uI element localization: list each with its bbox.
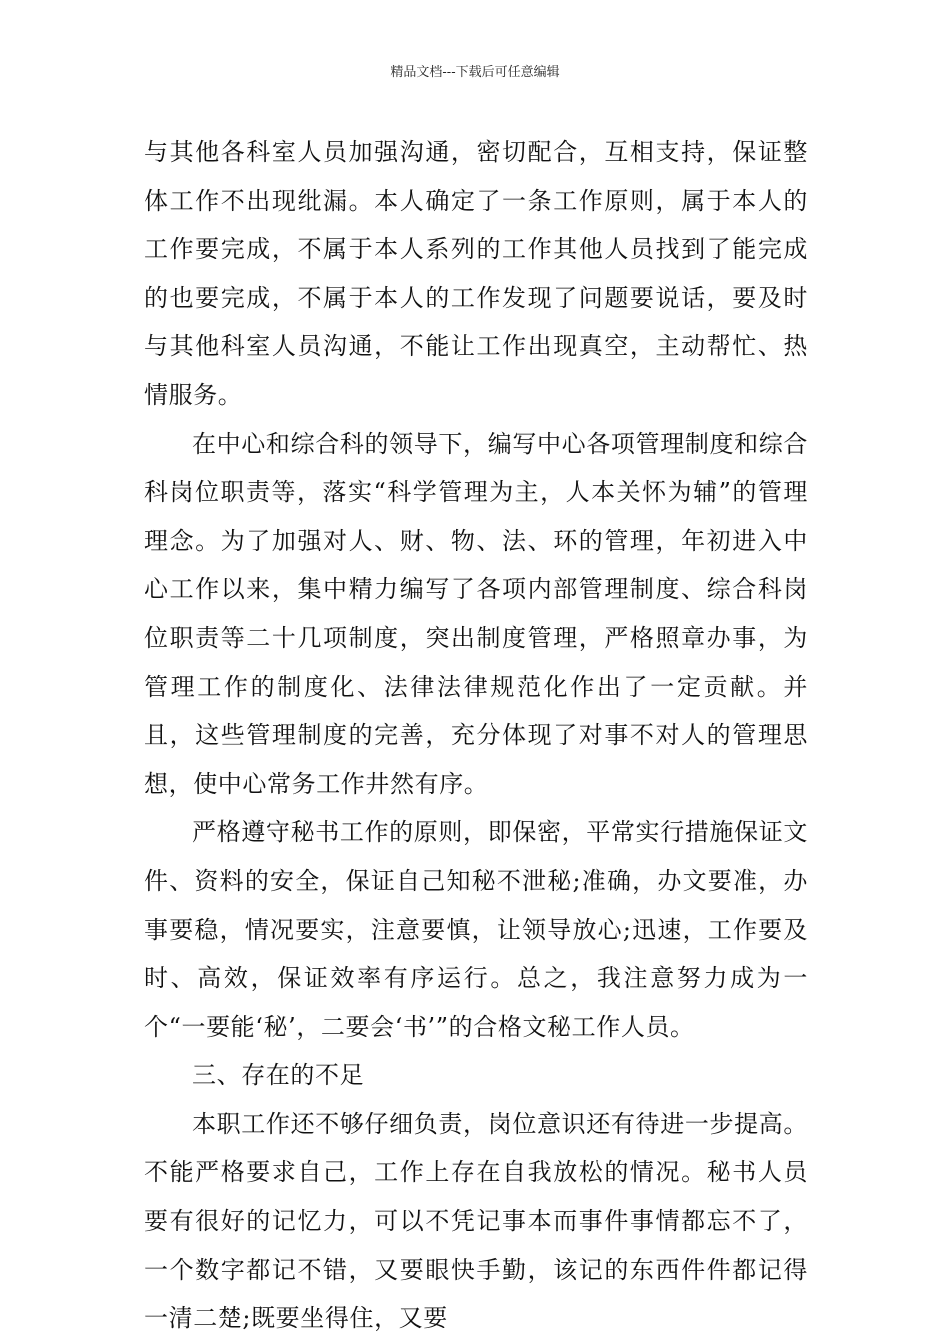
paragraph-shortcomings: 本职工作还不够仔细负责，岗位意识还有待进一步提高。不能严格要求自己，工作上存在自我放松的情况。秘书人员要有很好的记忆力，可以不凭记事本而事件事情都忘不了，一个数字都记不错，又要眼快手勤，该记的东西件件都记得一清二楚;既要坐得住，又要: [144, 1109, 808, 1333]
page-header: 精品文档---下载后可任意编辑: [390, 65, 560, 80]
document-body: [144, 128, 808, 1343]
paragraph-management-system: 在中心和综合科的领导下，编写中心各项管理制度和综合科岗位职责等，落实“科学管理为主，人本关怀为辅”的管理理念。为了加强对人、财、物、法、环的管理，年初进入中心工作以来，集中精力编写了各项内部管理制度、综合科岗位职责等二十几项制度，突出制度管理，严格照章办事，为管理工作的制度化、法律法律规范化作出了一定贡献。并且，这些管理制度的完善，充分体现了对事不对人的管理思想，使中心常务工作井然有序。: [144, 429, 808, 798]
paragraph-secretary-principles: 严格遵守秘书工作的原则，即保密，平常实行措施保证文件、资料的安全，保证自己知秘不泄秘;准确，办文要准，办事要稳，情况要实，注意要慎，让领导放心;迅速，工作要及时、高效，保证效率有序运行。总之，我注意努力成为一个“一要能‘秘’，二要会‘书’”的合格文秘工作人员。: [144, 818, 808, 1041]
section-heading-shortcomings: 三、存在的不足: [192, 1061, 365, 1090]
paragraph-continuation: 与其他各科室人员加强沟通，密切配合，互相支持，保证整体工作不出现纰漏。本人确定了一条工作原则，属于本人的工作要完成，不属于本人系列的工作其他人员找到了能完成的也要完成，不属于本人的工作发现了问题要说话，要及时与其他科室人员沟通，不能让工作出现真空，主动帮忙、热情服务。: [144, 138, 808, 409]
